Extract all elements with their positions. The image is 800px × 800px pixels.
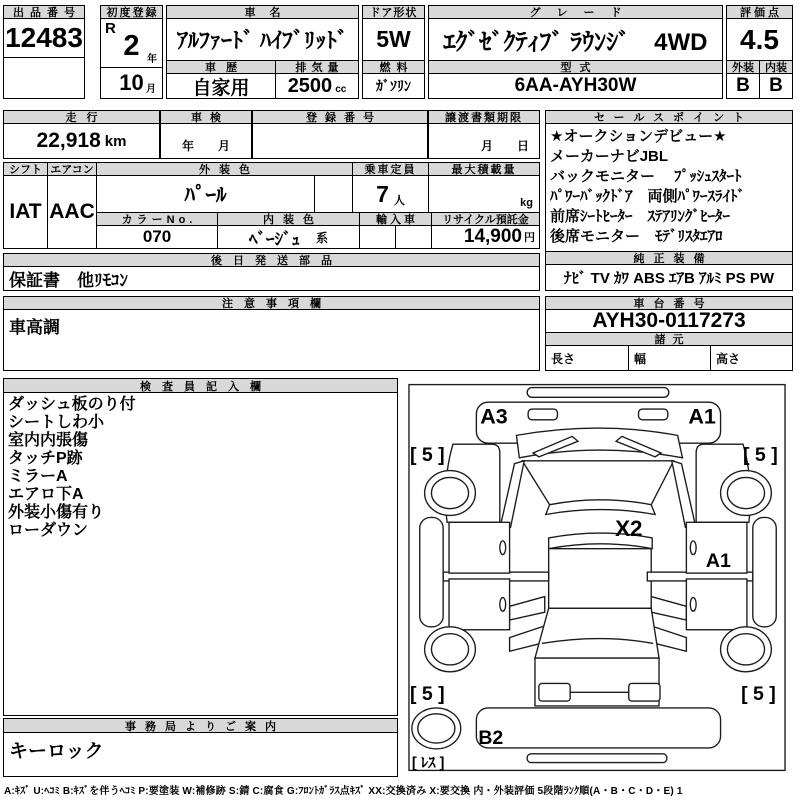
shift-value: IAT — [3, 175, 48, 249]
mileage-cell — [3, 123, 160, 159]
sales-point-item: ★オークションデビュー★ — [550, 128, 727, 145]
month-unit: 月 — [146, 84, 156, 95]
first-registration-year-cell — [100, 18, 163, 68]
sales-point-item: 後席モニター ﾓﾃﾞﾘｽﾀｴｱﾛ — [550, 228, 723, 245]
office-notice-value: キーロック — [3, 732, 398, 777]
sales-points-list — [545, 123, 793, 252]
displacement-label: 排気量 — [275, 60, 359, 74]
era-code: R — [105, 20, 116, 37]
office-notice-label: 事務局よりご案内 — [3, 718, 398, 733]
sales-point-item: 前席ｼｰﾄﾋｰﾀｰ ｽﾃｱﾘﾝｸﾞﾋｰﾀｰ — [550, 208, 731, 225]
exterior-color-label: 外装色 — [96, 162, 353, 176]
sales-point-item: メーカーナビJBL — [550, 148, 669, 165]
inspector-note-item: シートしわ小 — [8, 414, 105, 431]
max-load-label: 最大積載量 — [428, 162, 540, 176]
lot-extra-cell — [3, 57, 85, 99]
sales-point-item: ﾊﾟﾜｰﾊﾞｯｸﾄﾞｱ 両側ﾊﾟﾜｰｽﾗｲﾄﾞ — [550, 188, 746, 205]
spare-tire-label: [ ﾚｽ ] — [411, 755, 445, 772]
door-handle-icon — [690, 598, 696, 612]
import-car-label: 輸入車 — [359, 212, 432, 226]
chassis-number-label: 車台番号 — [545, 296, 793, 310]
tread-label-rear-right: [ 5 ] — [741, 683, 776, 706]
aircon-label: エアコン — [47, 162, 97, 176]
year-unit: 年 — [147, 54, 157, 65]
door-handle-icon — [690, 541, 696, 555]
model-code-value: 6AA-AYH30W — [428, 73, 723, 99]
registration-number-value — [252, 123, 428, 159]
inspector-note-item: タッチP跡 — [8, 450, 83, 467]
first-registration-month: 10 — [119, 70, 144, 95]
mileage-label: 走行 — [3, 110, 160, 124]
max-load-unit: kg — [428, 175, 540, 213]
dimension-width-label: 幅 — [628, 345, 711, 371]
interior-color-label: 内装色 — [217, 212, 360, 226]
exterior-color-value: ﾊﾟｰﾙ — [96, 175, 315, 213]
lot-number-label: 出品番号 — [3, 5, 85, 19]
car-name-label: 車名 — [166, 5, 359, 19]
quarter-band-left-1 — [510, 597, 545, 620]
later-shipping-value: 保証書 他ﾘﾓｺﾝ — [3, 266, 540, 291]
a-pillar-right — [672, 461, 695, 527]
shift-label: シフト — [3, 162, 48, 176]
mileage-unit: km — [104, 132, 127, 150]
side-sill-left — [420, 517, 443, 626]
damage-label-front-left: A3 — [480, 404, 508, 429]
exterior-grade-label: 外装 — [726, 60, 760, 74]
color-no-value: 070 — [96, 225, 218, 249]
interior-grade-value: B — [759, 73, 793, 99]
inspection-value: 年 月 — [160, 123, 252, 159]
headlight-left — [528, 409, 557, 420]
inspector-note-item: エアロ下A — [8, 486, 84, 503]
dimension-height-label: 高さ — [710, 345, 793, 371]
recycle-deposit-cell — [431, 225, 540, 249]
rear-bumper — [476, 708, 720, 748]
legend-text: A:ｷｽﾞ U:ﾍｺﾐ B:ｷｽﾞを伴うﾍｺﾐ P:要塗装 W:補修跡 S:錆 C:腐食 G:ﾌﾛﾝﾄｶﾞﾗｽ点ｷｽﾞ XX:交換済み X:要交換 内・外装評価 5段階ﾗﾝｸ順(A・B・C・D・E) 1 — [4, 786, 683, 797]
cautions-label: 注意事項欄 — [3, 296, 540, 310]
chassis-number-value: AYH30-0117273 — [545, 309, 793, 333]
exterior-color-sub-cell — [314, 175, 353, 213]
inspector-note-item: 室内内張傷 — [8, 432, 89, 449]
first-registration-month-cell — [100, 67, 163, 99]
factory-equipment-value: ﾅﾋﾞ TV ｶﾜ ABS ｴｱB ｱﾙﾐ PS PW — [545, 264, 793, 291]
model-code-label: 型式 — [428, 60, 723, 74]
sales-point-item: バックモニター ﾌﾟｯｼｭｽﾀｰﾄ — [550, 168, 742, 185]
grade-value: ｴｸﾞｾﾞｸﾃｨﾌﾞ ﾗｳﾝｼﾞ 4WD — [428, 18, 723, 61]
tread-label-rear-left: [ 5 ] — [409, 683, 445, 706]
interior-grade-label: 内装 — [759, 60, 793, 74]
a-pillar-left — [501, 461, 524, 527]
recycle-deposit-label: リサイクル預託金 — [431, 212, 540, 226]
car-history-label: 車歴 — [166, 60, 276, 74]
capacity-value: 7 — [376, 180, 389, 207]
taillight-right — [629, 683, 660, 701]
inspector-note-item: 外装小傷有り — [8, 504, 105, 521]
dimensions-label: 諸元 — [545, 332, 793, 346]
car-history-value: 自家用 — [166, 73, 276, 99]
inspection-label: 車検 — [160, 110, 252, 124]
door-shape-label: ドア形状 — [362, 5, 425, 19]
cautions-value: 車高調 — [3, 309, 540, 371]
color-no-label: カラーNo. — [96, 212, 218, 226]
displacement-cell — [275, 73, 359, 99]
score-label: 評価点 — [726, 5, 793, 19]
door-handle-icon — [500, 541, 506, 555]
registration-number-label: 登録番号 — [252, 110, 428, 124]
capacity-unit: 人 — [393, 195, 405, 207]
recycle-deposit-unit: 円 — [524, 232, 535, 244]
inspector-notes-label: 検査員記入欄 — [3, 378, 398, 393]
quarter-band-right-1 — [651, 597, 686, 620]
import-car-cell-1 — [359, 225, 396, 249]
first-registration-year: 2 — [123, 29, 140, 62]
front-roof-strip — [527, 388, 669, 398]
tread-label-front-left: [ 5 ] — [409, 443, 445, 466]
car-name-value: ｱﾙﾌｧｰﾄﾞ ﾊｲﾌﾞﾘｯﾄﾞ — [166, 18, 359, 61]
first-registration-label: 初度登録 — [100, 5, 163, 19]
taillight-left — [539, 683, 570, 701]
damage-label-windshield: X2 — [615, 515, 643, 541]
damage-label-door-right: A1 — [705, 550, 731, 573]
side-sill-right — [753, 517, 776, 626]
windshield-lower-band — [546, 500, 655, 515]
mileage-value: 22,918 — [36, 129, 101, 152]
later-shipping-label: 後日発送部品 — [3, 253, 540, 267]
rear-strip — [527, 754, 667, 763]
fuel-value: ｶﾞｿﾘﾝ — [362, 73, 425, 99]
score-value: 4.5 — [726, 18, 793, 61]
lot-number-value: 12483 — [3, 18, 85, 58]
rear-window — [535, 608, 659, 658]
transfer-deadline-value: 月 日 — [428, 123, 540, 159]
damage-label-rear-bumper: B2 — [478, 727, 504, 750]
inspector-notes-list — [3, 392, 398, 716]
dimension-length-label: 長さ — [545, 345, 629, 371]
fuel-label: 燃料 — [362, 60, 425, 74]
headlight-right — [639, 409, 668, 420]
door-handle-icon — [500, 598, 506, 612]
exterior-grade-value: B — [726, 73, 760, 99]
transfer-deadline-label: 譲渡書類期限 — [428, 110, 540, 124]
inspector-note-item: ダッシュ板のり付 — [8, 396, 136, 413]
import-car-cell-2 — [395, 225, 432, 249]
sales-points-label: セールスポイント — [545, 110, 793, 124]
recycle-deposit-value: 14,900 — [463, 226, 522, 247]
interior-color-value: ﾍﾞｰｼﾞｭ — [248, 229, 300, 249]
damage-label-front-right: A1 — [688, 404, 716, 429]
inspector-note-item: ローダウン — [8, 522, 89, 539]
vehicle-damage-diagram — [408, 378, 786, 777]
roof-panel — [549, 549, 652, 609]
displacement-value: 2500 — [287, 74, 333, 97]
aircon-value: AAC — [47, 175, 97, 249]
capacity-label: 乗車定員 — [352, 162, 429, 176]
inspector-note-item: ミラーA — [8, 468, 68, 485]
capacity-cell — [352, 175, 429, 213]
displacement-unit: cc — [335, 84, 347, 95]
tread-label-front-right: [ 5 ] — [743, 443, 778, 466]
interior-color-cell — [217, 225, 360, 249]
factory-equipment-label: 純正装備 — [545, 251, 793, 265]
grade-label: グレード — [428, 5, 723, 19]
door-shape-value: 5W — [362, 18, 425, 61]
interior-color-suffix: 系 — [315, 230, 328, 245]
windshield — [522, 461, 673, 505]
